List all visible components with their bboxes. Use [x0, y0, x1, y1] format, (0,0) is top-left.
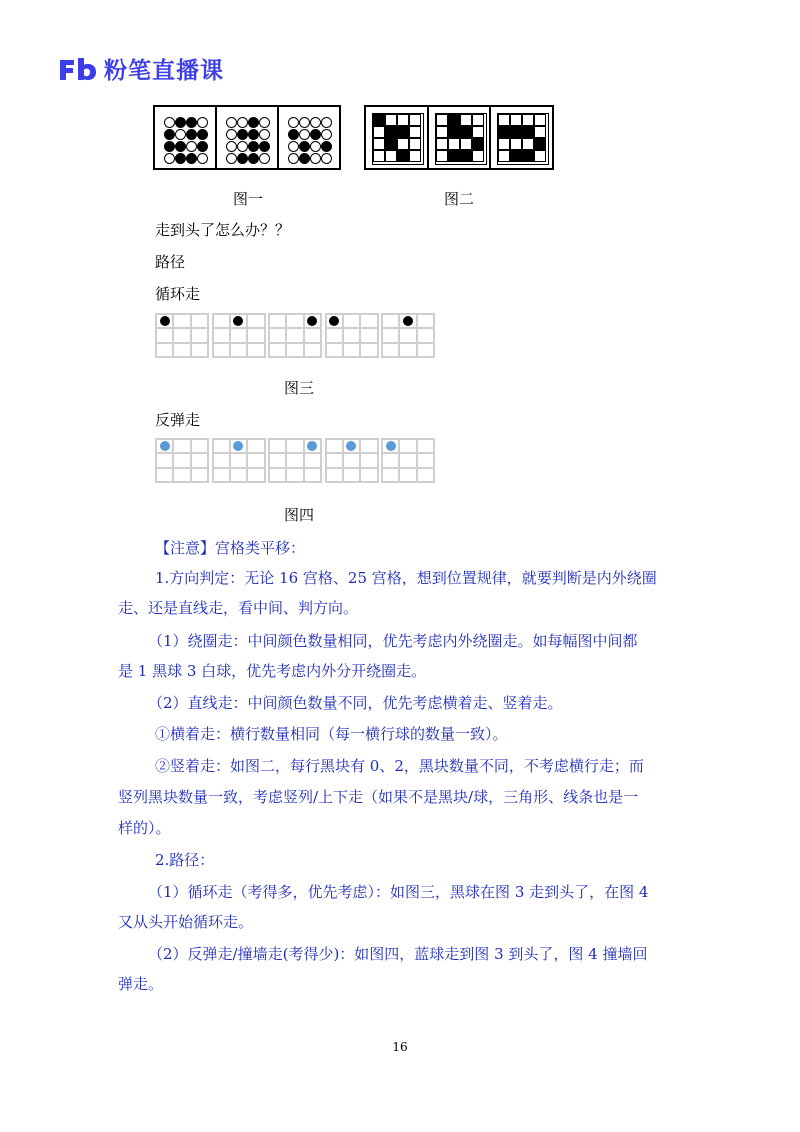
grid-cell [213, 314, 230, 328]
grid-cell [230, 439, 247, 453]
white-circle [259, 129, 270, 140]
grid-cell [360, 328, 377, 342]
grid-cell [156, 439, 173, 453]
note-paragraph: 1.方向判定：无论 16 宫格、25 宫格，想到位置规律，就要判断是内外绕圈 [155, 569, 657, 587]
grid-cell [382, 468, 399, 482]
grid-cell [213, 453, 230, 467]
grid-cell [326, 314, 343, 328]
black-circle [197, 129, 208, 140]
black-circle [237, 129, 248, 140]
black-circle [299, 141, 310, 152]
figure-three-grid [212, 313, 266, 358]
figure-four-grid [381, 438, 435, 483]
white-circle [299, 129, 310, 140]
figure-four-caption: 图四 [284, 506, 315, 524]
figure-three-grid [325, 313, 379, 358]
white-circle [288, 141, 299, 152]
note-paragraph: 是 1 黑球 3 白球，优先考虑内外分开绕圈走。 [118, 662, 427, 680]
white-block [409, 114, 421, 126]
white-block [409, 150, 421, 162]
grid-cell [286, 314, 303, 328]
black-block [373, 114, 385, 126]
grid-cell [191, 314, 208, 328]
black-circle [164, 141, 175, 152]
grid-cell [417, 468, 434, 482]
loop-label: 循环走 [155, 285, 201, 303]
logo-text: 粉笔直播课 [104, 58, 224, 84]
black-circle [310, 129, 321, 140]
figure-three [155, 313, 438, 360]
square-grid [435, 113, 487, 165]
white-block [534, 126, 546, 138]
black-circle [237, 153, 248, 164]
figure-three-ball [233, 316, 243, 326]
grid-cell [173, 439, 190, 453]
grid-cell [326, 439, 343, 453]
white-block [498, 114, 510, 126]
grid-cell [399, 453, 416, 467]
note-paragraph: （1）循环走（考得多，优先考虑）：如图三，黑球在图 3 走到头了，在图 4 [148, 883, 649, 901]
black-block [385, 138, 397, 150]
white-block [448, 138, 460, 150]
grid-cell [230, 453, 247, 467]
grid-cell [360, 314, 377, 328]
figure-two-panel [366, 107, 429, 168]
white-circle [288, 153, 299, 164]
figure-one-panel [155, 107, 217, 168]
white-block [498, 150, 510, 162]
grid-cell [399, 314, 416, 328]
black-circle [175, 141, 186, 152]
white-block [397, 138, 409, 150]
black-circle [288, 129, 299, 140]
grid-cell [343, 453, 360, 467]
black-block [397, 150, 409, 162]
bounce-label: 反弹走 [155, 411, 201, 429]
figure-three-ball [160, 316, 170, 326]
grid-cell [247, 343, 264, 357]
white-block [436, 150, 448, 162]
black-block [448, 114, 460, 126]
grid-cell [247, 453, 264, 467]
note-paragraph: 走、还是直线走，看中间、判方向。 [118, 599, 359, 617]
note-title: 【注意】宫格类平移： [155, 539, 306, 557]
note-paragraph: （2）反弹走/撞墙走(考得少)：如图四，蓝球走到图 3 到头了，图 4 撞墙回 [148, 945, 648, 963]
white-circle [321, 117, 332, 128]
white-block [436, 138, 448, 150]
figure-two-panel [429, 107, 492, 168]
black-block [510, 126, 522, 138]
logo [58, 52, 224, 85]
grid-cell [382, 439, 399, 453]
black-circle [248, 153, 259, 164]
black-block [397, 126, 409, 138]
black-circle [186, 117, 197, 128]
grid-cell [343, 328, 360, 342]
grid-cell [399, 328, 416, 342]
grid-cell [230, 468, 247, 482]
grid-cell [343, 314, 360, 328]
grid-cell [191, 439, 208, 453]
white-block [460, 138, 472, 150]
grid-cell [417, 453, 434, 467]
figure-three-ball [307, 316, 317, 326]
white-block [460, 114, 472, 126]
fb-logo-icon [58, 56, 98, 82]
white-circle [288, 117, 299, 128]
grid-cell [326, 453, 343, 467]
white-block [472, 126, 484, 138]
grid-cell [360, 453, 377, 467]
circle-grid [164, 117, 206, 159]
black-circle [321, 141, 332, 152]
grid-cell [382, 453, 399, 467]
white-circle [226, 141, 237, 152]
grid-cell [286, 343, 303, 357]
grid-cell [399, 343, 416, 357]
grid-cell [269, 314, 286, 328]
white-block [409, 126, 421, 138]
white-block [534, 114, 546, 126]
grid-cell [156, 468, 173, 482]
grid-cell [382, 314, 399, 328]
white-circle [259, 153, 270, 164]
note-paragraph: 竖列黑块数量一致，考虑竖列/上下走（如果不是黑块/球，三角形、线条也是一 [118, 788, 639, 806]
square-grid [497, 113, 549, 165]
white-block [522, 138, 534, 150]
white-circle [197, 153, 208, 164]
grid-cell [304, 314, 321, 328]
figure-four-grid [155, 438, 209, 483]
grid-cell [213, 328, 230, 342]
note-paragraph: （2）直线走：中间颜色数量不同，优先考虑横着走、竖着走。 [148, 694, 563, 712]
figure-four-grid [212, 438, 266, 483]
black-block [498, 126, 510, 138]
black-block [448, 126, 460, 138]
white-block [510, 138, 522, 150]
note-paragraph: 2.路径： [155, 851, 215, 869]
note-paragraph: 又从头开始循环走。 [118, 913, 254, 931]
grid-cell [173, 328, 190, 342]
grid-cell [247, 468, 264, 482]
grid-cell [173, 468, 190, 482]
white-block [534, 150, 546, 162]
grid-cell [173, 343, 190, 357]
grid-cell [213, 439, 230, 453]
note-paragraph: 弹走。 [118, 975, 164, 993]
note-paragraph: ②竖着走：如图二，每行黑块有 0、2，黑块数量不同，不考虑横行走；而 [155, 757, 644, 775]
white-circle [175, 129, 186, 140]
grid-cell [399, 468, 416, 482]
white-circle [310, 153, 321, 164]
white-circle [226, 117, 237, 128]
grid-cell [417, 439, 434, 453]
figure-one-panel [217, 107, 279, 168]
white-circle [310, 117, 321, 128]
figure-four-grid [268, 438, 322, 483]
grid-cell [156, 314, 173, 328]
grid-cell [213, 468, 230, 482]
grid-cell [286, 453, 303, 467]
white-circle [259, 117, 270, 128]
figure-three-ball [403, 316, 413, 326]
white-block [510, 114, 522, 126]
grid-cell [343, 468, 360, 482]
grid-cell [304, 468, 321, 482]
white-block [373, 150, 385, 162]
grid-cell [213, 343, 230, 357]
white-block [472, 150, 484, 162]
black-circle [186, 153, 197, 164]
white-circle [321, 129, 332, 140]
white-block [409, 138, 421, 150]
grid-cell [191, 343, 208, 357]
grid-cell [247, 314, 264, 328]
figure-four-grid [325, 438, 379, 483]
grid-cell [230, 328, 247, 342]
figure-four-ball [307, 441, 317, 451]
white-circle [226, 153, 237, 164]
grid-cell [247, 328, 264, 342]
figure-three-ball [329, 316, 339, 326]
grid-cell [326, 468, 343, 482]
black-block [522, 126, 534, 138]
page-number: 16 [392, 1040, 408, 1054]
white-block [373, 126, 385, 138]
black-circle [197, 141, 208, 152]
grid-cell [343, 343, 360, 357]
white-block [472, 114, 484, 126]
grid-cell [191, 328, 208, 342]
note-paragraph: （1）绕圈走：中间颜色数量相同，优先考虑内外绕圈走。如每幅图中间都 [148, 632, 638, 650]
grid-cell [382, 328, 399, 342]
white-circle [164, 117, 175, 128]
black-circle [186, 129, 197, 140]
grid-cell [304, 328, 321, 342]
grid-cell [304, 343, 321, 357]
white-circle [310, 141, 321, 152]
figure-four-ball [346, 441, 356, 451]
grid-cell [286, 468, 303, 482]
black-block [385, 126, 397, 138]
figure-three-grid [155, 313, 209, 358]
grid-cell [417, 328, 434, 342]
figure-four-ball [233, 441, 243, 451]
figure-four-ball [386, 441, 396, 451]
black-circle [299, 153, 310, 164]
black-circle [175, 153, 186, 164]
square-grid [372, 113, 424, 165]
black-circle [259, 141, 270, 152]
figure-three-grid [268, 313, 322, 358]
black-circle [248, 129, 259, 140]
grid-cell [156, 328, 173, 342]
grid-cell [286, 439, 303, 453]
black-circle [175, 117, 186, 128]
white-block [385, 114, 397, 126]
black-circle [164, 129, 175, 140]
grid-cell [326, 328, 343, 342]
grid-cell [191, 468, 208, 482]
grid-cell [230, 314, 247, 328]
grid-cell [382, 343, 399, 357]
note-paragraph: 样的）。 [118, 819, 171, 837]
black-circle [248, 141, 259, 152]
grid-cell [399, 439, 416, 453]
grid-cell [360, 468, 377, 482]
path-label: 路径 [155, 253, 186, 271]
white-block [436, 114, 448, 126]
figure-three-grid [381, 313, 435, 358]
black-block [522, 150, 534, 162]
grid-cell [173, 453, 190, 467]
black-block [472, 138, 484, 150]
grid-cell [269, 439, 286, 453]
black-block [460, 126, 472, 138]
white-circle [299, 117, 310, 128]
grid-cell [360, 343, 377, 357]
black-block [460, 150, 472, 162]
figure-two [364, 105, 554, 170]
black-block [534, 138, 546, 150]
figure-four-ball [160, 441, 170, 451]
figure-three-caption: 图三 [284, 379, 315, 397]
white-block [373, 138, 385, 150]
white-circle [164, 153, 175, 164]
grid-cell [269, 468, 286, 482]
white-block [498, 138, 510, 150]
grid-cell [156, 453, 173, 467]
grid-cell [230, 343, 247, 357]
grid-cell [304, 439, 321, 453]
black-circle [248, 117, 259, 128]
circle-grid [288, 117, 330, 159]
black-block [510, 150, 522, 162]
white-block [397, 114, 409, 126]
white-block [522, 114, 534, 126]
figure-two-caption: 图二 [444, 190, 475, 208]
figure-two-panel [491, 107, 552, 168]
grid-cell [191, 453, 208, 467]
note-paragraph: ①横着走：横行数量相同（每一横行球的数量一致）。 [155, 725, 508, 743]
grid-cell [304, 453, 321, 467]
grid-cell [417, 343, 434, 357]
grid-cell [343, 439, 360, 453]
grid-cell [156, 343, 173, 357]
grid-cell [269, 453, 286, 467]
figure-one-panel [279, 107, 339, 168]
white-circle [237, 117, 248, 128]
question-line: 走到头了怎么办？？ [155, 221, 291, 239]
grid-cell [286, 328, 303, 342]
white-block [385, 150, 397, 162]
figure-one [153, 105, 341, 170]
grid-cell [269, 328, 286, 342]
grid-cell [247, 439, 264, 453]
grid-cell [173, 314, 190, 328]
white-circle [226, 129, 237, 140]
grid-cell [417, 314, 434, 328]
grid-cell [360, 439, 377, 453]
grid-cell [269, 343, 286, 357]
black-block [448, 150, 460, 162]
white-circle [197, 117, 208, 128]
white-circle [186, 141, 197, 152]
grid-cell [326, 343, 343, 357]
figure-four [155, 438, 438, 488]
circle-grid [226, 117, 268, 159]
white-circle [237, 141, 248, 152]
white-circle [321, 153, 332, 164]
figure-one-caption: 图一 [233, 190, 264, 208]
white-block [436, 126, 448, 138]
